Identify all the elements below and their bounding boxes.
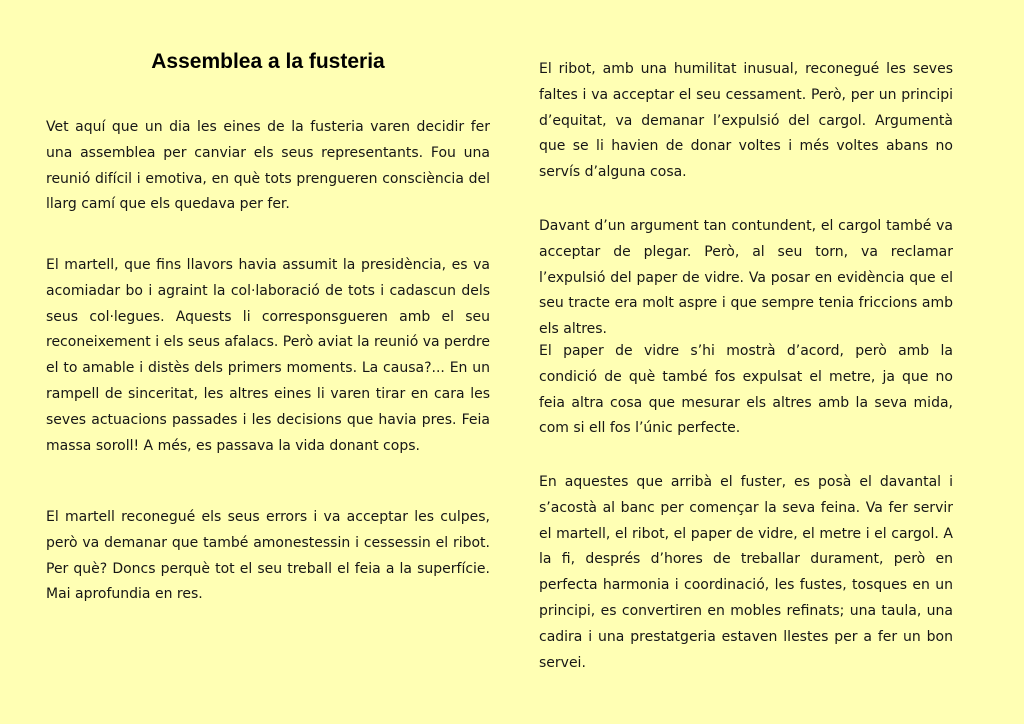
paragraph: En aquestes que arribà el fuster, es posà el davantal i s’acostà al banc per començar la seva feina. Va fer servir el martell, el ribot, el paper de vidre, el metre i el cargol. A la fi, després d’hores de treballar durament, però en perfecta harmonia i coordinació, les fustes, tosques en un principi, es convertiren en mobles refinats; una taula, una cadira i una prestatgeria estaven llestes per a fer un bon servei. — [539, 474, 953, 671]
paragraph: El paper de vidre s’hi mostrà d’acord, però amb la condició de què també fos expulsat el metre, ja que no feia altra cosa que mesurar els altres amb la seva mida, com si ell fos l’únic perfecte. — [539, 343, 953, 437]
paragraph: Davant d’un argument tan contundent, el cargol també va acceptar de plegar. Però, al seu torn, va reclamar l’expulsió del paper de vidre. Va posar en evidència que el seu tracte era molt aspre i que sempre tenia friccions amb els altres. — [539, 218, 953, 338]
paragraph: El martell reconegué els seus errors i va acceptar les culpes, però va demanar que també amonestessin i cessessin el ribot. Per què? Doncs perquè tot el seu treball el feia a la superfície. Mai aprofundia en res. — [46, 509, 490, 603]
paragraph: El ribot, amb una humilitat inusual, reconegué les seves faltes i va acceptar el seu cessament. Però, per un principi d’equitat, va demanar l’expulsió del cargol. Argumentà que se li havien de donar voltes i més voltes abans no servís d’alguna cosa. — [539, 61, 953, 181]
paragraph: El martell, que fins llavors havia assumit la presidència, es va acomiadar bo i agraint la col·laboració de tots i cadascun dels seus col·legues. Aquests li corresponsgueren amb el seu reconeixement i els seus afalacs. Però aviat la reunió va perdre el to amable i distès dels primers moments. La causa?... En un rampell de sinceritat, les altres eines li varen tirar en cara les seves actuacions passades i les decisions que havia pres. Feia massa soroll! A més, es passava la vida donant cops. — [46, 257, 490, 454]
page-title: Assemblea a la fusteria — [151, 50, 385, 73]
paragraph: Vet aquí que un dia les eines de la fusteria varen decidir fer una assemblea per canviar els seus representants. Fou una reunió difícil i emotiva, en què tots prengueren consciència del llarg camí que els quedava per fer. — [46, 119, 490, 213]
